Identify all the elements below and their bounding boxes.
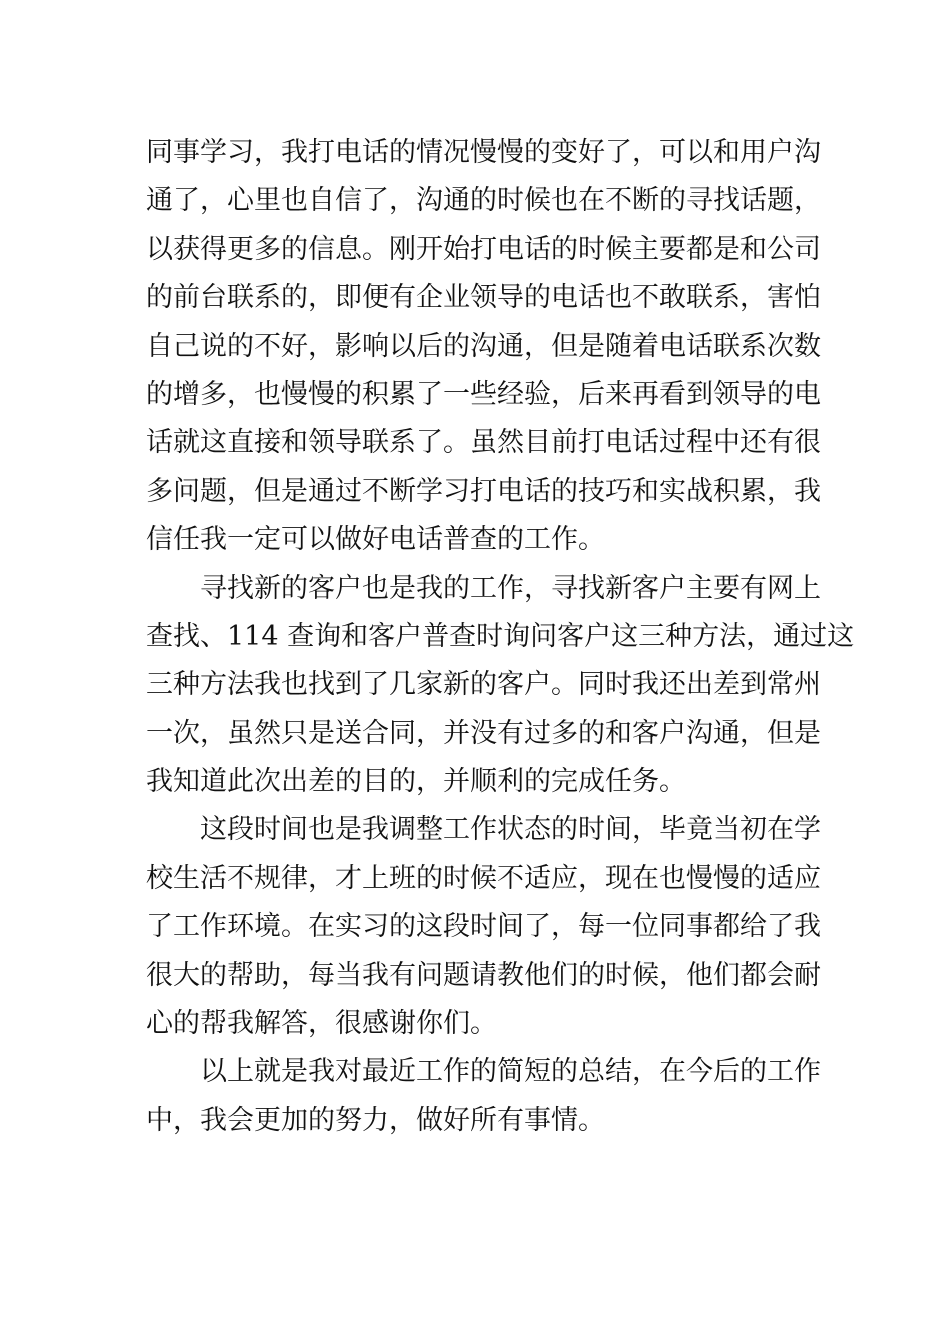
text-line: 话就这直接和领导联系了。虽然目前打电话过程中还有很: [146, 427, 821, 459]
text-line: 寻找新的客户也是我的工作，寻找新客户主要有网上: [200, 572, 821, 604]
text-line: 这段时间也是我调整工作状态的时间，毕竟当初在学: [200, 814, 821, 846]
text-line: 查找、114 查询和客户普查时询问客户这三种方法，通过这: [146, 620, 855, 652]
text-line: 我知道此次出差的目的，并顺利的完成任务。: [146, 766, 686, 798]
text-line: 同事学习，我打电话的情况慢慢的变好了，可以和用户沟: [146, 137, 821, 168]
text-line: 三种方法我也找到了几家新的客户。同时我还出差到常州: [146, 669, 821, 701]
text-line: 以获得更多的信息。刚开始打电话的时候主要都是和公司: [146, 233, 821, 265]
text-line: 心的帮我解答，很感谢你们。: [146, 1008, 497, 1040]
text-line: 通了，心里也自信了，沟通的时候也在不断的寻找话题，: [146, 185, 821, 217]
text-line: 自己说的不好，影响以后的沟通，但是随着电话联系次数: [146, 330, 821, 362]
text-line: 的前台联系的，即便有企业领导的电话也不敢联系，害怕: [146, 282, 821, 314]
paragraph-3: [146, 806, 821, 1048]
text-line: 以上就是我对最近工作的简短的总结，在今后的工作: [200, 1056, 821, 1088]
paragraph-1: [146, 129, 821, 565]
paragraph-4: [146, 1048, 821, 1145]
paragraph-2: [146, 565, 855, 807]
text-line: 多问题，但是通过不断学习打电话的技巧和实战积累，我: [146, 475, 821, 507]
text-line: 一次，虽然只是送合同，并没有过多的和客户沟通，但是: [146, 717, 821, 749]
text-line: 的增多，也慢慢的积累了一些经验，后来再看到领导的电: [146, 378, 821, 410]
text-line: 很大的帮助，每当我有问题请教他们的时候，他们都会耐: [146, 959, 821, 991]
text-line: 中，我会更加的努力，做好所有事情。: [146, 1104, 605, 1136]
body-text: [146, 129, 855, 1145]
text-line: 了工作环境。在实习的这段时间了，每一位同事都给了我: [146, 911, 821, 943]
text-line: 信任我一定可以做好电话普查的工作。: [146, 524, 605, 556]
text-line: 校生活不规律，才上班的时候不适应，现在也慢慢的适应: [146, 862, 821, 894]
